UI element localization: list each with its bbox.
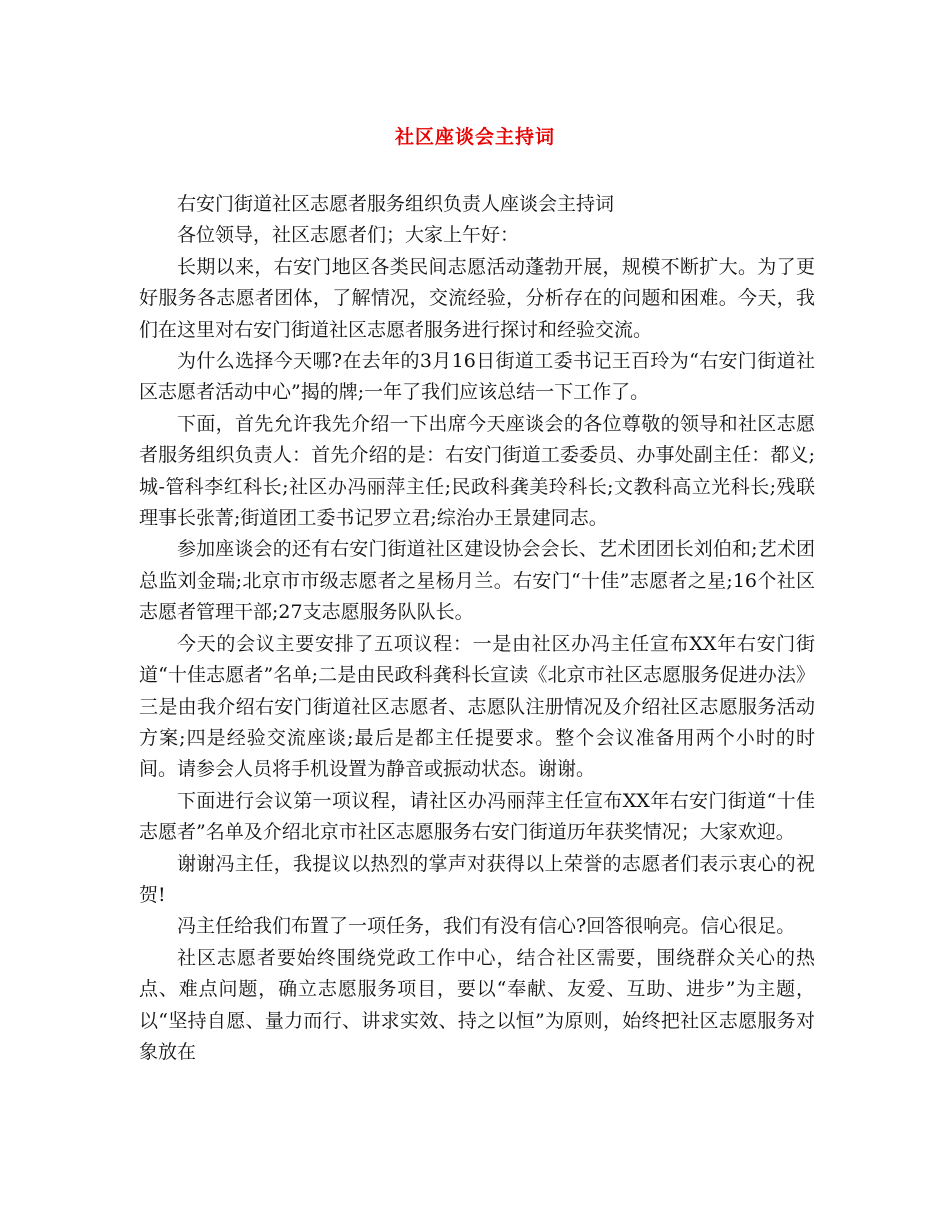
paragraph: 下面，首先允许我先介绍一下出席今天座谈会的各位尊敬的领导和社区志愿者服务组织负责人：首先介绍的是：右安门街道工委委员、办事处副主任：都义;城-管科李红科长;社区办冯丽萍主任;民政科龚美玲科长;文教科高立光科长;残联理事长张菁;街道团工委书记罗立君;综治办王景建同志。 <box>139 412 815 530</box>
document-title: 社区座谈会主持词 <box>394 126 555 148</box>
paragraph: 为什么选择今天哪?在去年的3月16日街道工委书记王百玲为“右安门街道社区志愿者活动中心”揭的牌;一年了我们应该总结一下工作了。 <box>139 350 815 404</box>
paragraph: 冯主任给我们布置了一项任务，我们有没有信心?回答很响亮。信心很足。 <box>177 915 796 938</box>
document-body <box>139 189 815 1068</box>
paragraph: 参加座谈会的还有右安门街道社区建设协会会长、艺术团团长刘伯和;艺术团总监刘金瑞;北京市市级志愿者之星杨月兰。右安门“十佳”志愿者之星;16个社区志愿者管理干部;27支志愿服务队队长。 <box>139 538 815 624</box>
paragraph: 今天的会议主要安排了五项议程：一是由社区办冯主任宣布XX年右安门街道“十佳志愿者”名单;二是由民政科龚科长宣读《北京市社区志愿服务促进办法》三是由我介绍右安门街道社区志愿者、志愿队注册情况及介绍社区志愿服务活动方案;四是经验交流座谈;最后是都主任提要求。整个会议准备用两个小时的时间。请参会人员将手机设置为静音或振动状态。谢谢。 <box>139 632 815 781</box>
paragraph-greeting: 各位领导，社区志愿者们；大家上午好： <box>177 224 520 247</box>
paragraph: 长期以来，右安门地区各类民间志愿活动蓬勃开展，规模不断扩大。为了更好服务各志愿者团体，了解情况，交流经验，分析存在的问题和困难。今天，我们在这里对右安门街道社区志愿者服务进行探讨和经验交流。 <box>139 255 815 341</box>
paragraph: 谢谢冯主任，我提议以热烈的掌声对获得以上荣誉的志愿者们表示衷心的祝贺! <box>139 852 815 906</box>
paragraph: 下面进行会议第一项议程，请社区办冯丽萍主任宣布XX年右安门街道“十佳志愿者”名单及介绍北京市社区志愿服务右安门街道历年获奖情况；大家欢迎。 <box>139 789 815 844</box>
paragraph-subtitle: 右安门街道社区志愿者服务组织负责人座谈会主持词 <box>177 193 615 215</box>
paragraph: 社区志愿者要始终围绕党政工作中心，结合社区需要，围绕群众关心的热点、难点问题，确立志愿服务项目，要以“奉献、友爱、互助、进步”为主题，以“坚持自愿、量力而行、讲求实效、持之以恒”为原则，始终把社区志愿服务对象放在 <box>139 946 815 1063</box>
